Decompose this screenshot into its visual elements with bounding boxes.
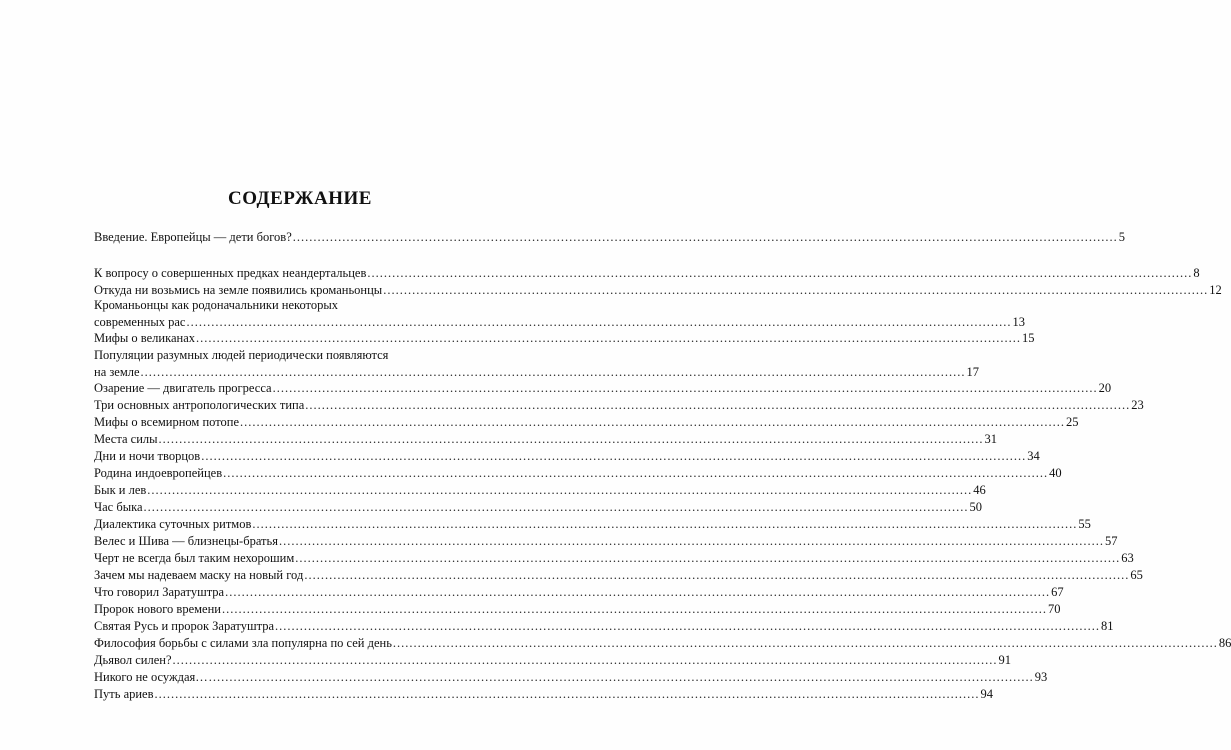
leader-dots: ........................................................................................................................................................................................................: [196, 331, 1022, 345]
toc-entry-title-line1: Популяции разумных людей периодически появляются: [94, 348, 389, 362]
toc-entry[interactable]: [94, 297, 1025, 331]
leader-dots: ........................................................................................................................................................................................................: [225, 585, 1051, 599]
leader-dots: ........................................................................................................................................................................................................: [272, 381, 1098, 395]
leader-dots: ........................................................................................................................................................................................................: [275, 619, 1101, 633]
toc-entry-title: Дни и ночи творцов: [94, 449, 201, 463]
toc-entry-title-line1: Кроманьонцы как родоначальники некоторых: [94, 298, 338, 312]
leader-dots: ........................................................................................................................................................................................................: [305, 398, 1131, 412]
toc-entry-page: 55: [1078, 517, 1091, 531]
toc-entry-title: Диалектика суточных ритмов: [94, 517, 252, 531]
toc-entry[interactable]: [94, 584, 1064, 601]
toc-entry[interactable]: [94, 347, 980, 381]
toc-entry[interactable]: [94, 533, 1118, 550]
toc-entry[interactable]: [94, 499, 983, 516]
toc-entry[interactable]: [94, 380, 1112, 397]
toc-entry-page: 34: [1027, 449, 1040, 463]
toc-entry-page: 13: [1012, 315, 1025, 329]
toc-entry-title: Места силы: [94, 432, 158, 446]
toc-entry-title: на земле: [94, 365, 140, 379]
toc-entry-page: 17: [966, 365, 980, 379]
leader-dots: ........................................................................................................................................................................................................: [140, 365, 966, 379]
page-title: СОДЕРЖАНИЕ: [228, 188, 372, 209]
toc-entry[interactable]: [94, 414, 1079, 431]
toc-entry[interactable]: [94, 397, 1144, 414]
toc-entry[interactable]: [94, 265, 1200, 282]
toc-entry-title: Никого не осуждая…: [94, 670, 208, 684]
toc-entry-title: Час быка: [94, 500, 143, 514]
toc-entry-title: Пророк нового времени: [94, 602, 221, 616]
leader-dots: ........................................................................................................................................................................................................: [201, 449, 1027, 463]
toc-entry-page: 67: [1051, 585, 1064, 599]
toc-entry-title: Мифы о всемирном потопе: [94, 415, 240, 429]
toc-entry-title: Святая Русь и пророк Заратуштра: [94, 619, 275, 633]
leader-dots: ........................................................................................................................................................................................................: [240, 415, 1066, 429]
toc-entry-page: 86: [1218, 636, 1231, 650]
toc-entry-page: 50: [969, 500, 983, 514]
toc-entry[interactable]: [94, 567, 1143, 584]
toc-entry-page: 31: [984, 432, 998, 446]
leader-dots: ........................................................................................................................................................................................................: [154, 687, 980, 701]
toc-entry-page: 5: [1118, 230, 1125, 244]
toc-entry-page: 46: [973, 483, 986, 497]
toc-entry[interactable]: [94, 330, 1035, 347]
toc-entry-page: 93: [1034, 670, 1048, 684]
toc-entry-page: 12: [1209, 283, 1222, 297]
toc-entry[interactable]: [94, 601, 1061, 618]
leader-dots: ........................................................................................................................................................................................................: [147, 483, 973, 497]
toc-entry-page: 81: [1101, 619, 1114, 633]
toc-entry-title: Откуда ни возьмись на земле появились кроманьонцы: [94, 283, 383, 297]
toc-entry-page: 25: [1066, 415, 1079, 429]
toc-entry-title: Путь ариев: [94, 687, 154, 701]
toc-entry-title: Бык и лев: [94, 483, 147, 497]
toc-entry-title: Зачем мы надеваем маску на новый год: [94, 568, 304, 582]
toc-entry-page: 94: [980, 687, 994, 701]
toc-entry-title: Мифы о великанах: [94, 331, 196, 345]
toc-entry[interactable]: [94, 482, 986, 499]
toc-entry-page: 57: [1104, 534, 1118, 548]
leader-dots: ........................................................................................................................................................................................................: [186, 315, 1012, 329]
leader-dots: ........................................................................................................................................................................................................: [221, 602, 1047, 616]
toc-entry[interactable]: [94, 431, 998, 448]
toc-entry-page: 8: [1193, 266, 1200, 280]
toc-entry[interactable]: [94, 652, 1012, 669]
toc-entry-page: 91: [998, 653, 1012, 667]
toc-entry-title: Черт не всегда был таким нехорошим: [94, 551, 295, 565]
toc-entry[interactable]: [94, 635, 1231, 652]
toc-entry-page: 23: [1131, 398, 1144, 412]
leader-dots: ........................................................................................................................................................................................................: [295, 551, 1121, 565]
toc-entry-title: Введение. Европейцы — дети богов?: [94, 230, 292, 244]
toc-entry[interactable]: [94, 686, 994, 703]
toc-entry-page: 15: [1022, 331, 1035, 345]
toc-entry-title: Родина индоевропейцев: [94, 466, 223, 480]
leader-dots: ........................................................................................................................................................................................................: [143, 500, 969, 514]
toc-entry-title: К вопросу о совершенных предках неандертальцев: [94, 266, 367, 280]
toc-entry[interactable]: [94, 618, 1114, 635]
leader-dots: ........................................................................................................................................................................................................: [392, 636, 1218, 650]
toc-entry-title: Озарение — двигатель прогресса: [94, 381, 272, 395]
toc-entry-page: 63: [1121, 551, 1134, 565]
leader-dots: ........................................................................................................................................................................................................: [292, 230, 1118, 244]
toc-entry-title: Велес и Шива — близнецы-братья: [94, 534, 278, 548]
leader-dots: ........................................................................................................................................................................................................: [278, 534, 1104, 548]
leader-dots: ........................................................................................................................................................................................................: [158, 432, 984, 446]
toc-entry-title: Что говорил Заратуштра: [94, 585, 225, 599]
leader-dots: ........................................................................................................................................................................................................: [304, 568, 1130, 582]
toc-entry-page: 65: [1130, 568, 1143, 582]
leader-dots: ........................................................................................................................................................................................................: [208, 670, 1034, 684]
toc-entry-title: Три основных антропологических типа: [94, 398, 305, 412]
toc-entry-page: 70: [1047, 602, 1061, 616]
toc-entry[interactable]: [94, 516, 1091, 533]
toc-entry[interactable]: [94, 448, 1040, 465]
leader-dots: ........................................................................................................................................................................................................: [172, 653, 998, 667]
toc-entry[interactable]: [94, 229, 1125, 246]
toc-entry[interactable]: [94, 669, 1048, 686]
toc-entry-page: 20: [1098, 381, 1112, 395]
leader-dots: ........................................................................................................................................................................................................: [223, 466, 1049, 480]
toc-entry-title: Философия борьбы с силами зла популярна по сей день: [94, 636, 392, 650]
leader-dots: ........................................................................................................................................................................................................: [252, 517, 1078, 531]
toc-entry-title: современных рас: [94, 315, 186, 329]
leader-dots: ........................................................................................................................................................................................................: [367, 266, 1193, 280]
toc-entry-page: 40: [1049, 466, 1062, 480]
toc-entry[interactable]: [94, 465, 1062, 482]
leader-dots: ........................................................................................................................................................................................................: [383, 283, 1209, 297]
toc-entry[interactable]: [94, 550, 1134, 567]
toc-entry-title: Дьявол силен?: [94, 653, 172, 667]
